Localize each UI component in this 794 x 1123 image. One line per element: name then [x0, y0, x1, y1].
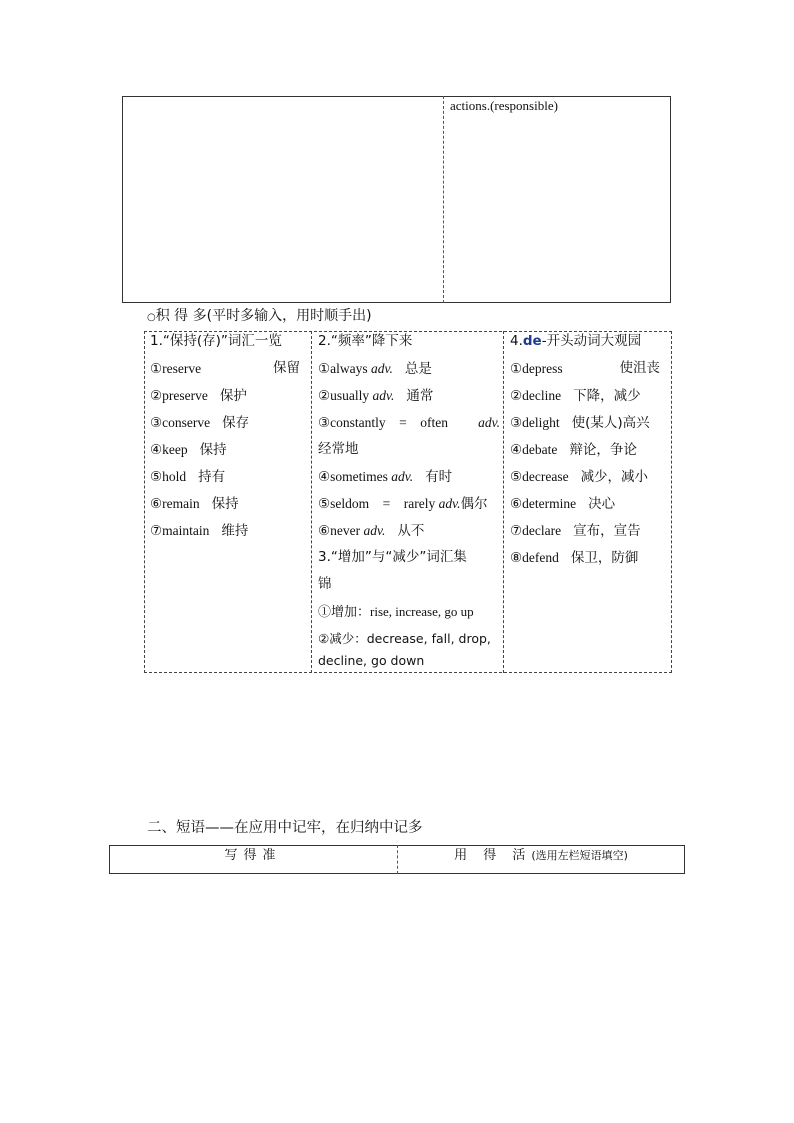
vocab-column-keep [150, 328, 300, 544]
column-title-2: 3.“增加”与“减少”词汇集 [318, 549, 467, 565]
top-table-right-text: actions.(responsible) [450, 98, 558, 113]
increase-words: ①增加：rise, increase, go up [318, 604, 474, 619]
vocab-column-frequency [318, 328, 500, 670]
list-item: ③delight 使(某人)高兴 [510, 415, 650, 431]
column-title-2-cont: 锦 [318, 576, 332, 592]
list-item: ⑤seldom = rarely adv.偶尔 [318, 496, 488, 512]
list-item: ⑧defend 保卫，防御 [510, 550, 639, 566]
list-item: ①depress 使沮丧 [510, 360, 660, 376]
list-item: ①always adv. 总是 [318, 361, 432, 377]
vocab-divider-1 [311, 331, 312, 673]
list-item: ②decline 下降，减少 [510, 388, 641, 404]
list-item: ③constantly = often adv. [318, 415, 500, 430]
vocab-divider-2 [503, 331, 504, 673]
column-title: 4.de-开头动词大观园 [510, 333, 642, 349]
list-item: ⑥remain 保持 [150, 496, 239, 512]
list-item: ⑤hold 持有 [150, 469, 226, 485]
circle-bullet-icon: ○ [147, 312, 156, 323]
accumulate-heading [147, 305, 372, 325]
list-item: ⑥determine 决心 [510, 496, 616, 512]
list-item: ④debate 辩论，争论 [510, 442, 637, 458]
phrase-section-heading: 二、短语——在应用中记牢，在归纳中记多 [147, 820, 423, 836]
decrease-words: ②减少：decrease, fall, drop, [318, 631, 491, 646]
list-item: ⑤decrease 减少，减小 [510, 469, 649, 485]
vocab-column-de-verbs [510, 328, 660, 571]
list-item: ③conserve 保存 [150, 415, 250, 431]
decrease-words-cont: decline, go down [318, 653, 425, 668]
list-item: ⑦declare 宣布，宣告 [510, 523, 641, 539]
list-item: 经常地 [318, 441, 359, 457]
list-item: ②usually adv. 通常 [318, 388, 434, 404]
phrase-table-right-header: 用 得 活(选用左栏短语填空) [454, 848, 628, 863]
list-item: ⑦maintain 维持 [150, 523, 249, 539]
list-item: ④sometimes adv. 有时 [318, 469, 453, 485]
list-item: ⑥never adv. 从不 [318, 523, 425, 539]
column-title: 2.“频率”降下来 [318, 333, 413, 349]
list-item: ④keep 保持 [150, 442, 227, 458]
top-table-divider [443, 96, 444, 303]
top-table [122, 96, 671, 303]
list-item: ①reserve 保留 [150, 360, 300, 376]
column-title: 1.“保持(存)”词汇一览 [150, 333, 282, 349]
phrase-table-left-header: 写得准 [224, 848, 282, 863]
accumulate-heading-text: 积 得 多(平时多输入，用时顺手出) [155, 308, 372, 324]
list-item: ②preserve 保护 [150, 388, 247, 404]
